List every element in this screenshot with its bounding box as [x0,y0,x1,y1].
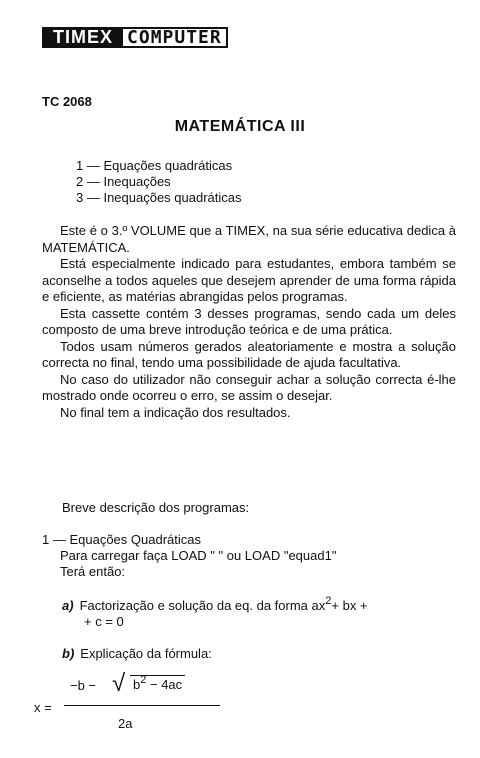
sqrt-icon: √ [112,670,126,697]
item-a-marker: a) [62,598,74,613]
section-equacoes-quadraticas [42,532,336,580]
program-list [76,158,242,206]
paragraph: Este é o 3.º VOLUME que a TIMEX, na sua série educativa dedica à MATEMÁTICA. [42,223,456,255]
program-list-item: 3 — Inequações quadráticas [76,190,242,205]
item-a-text-after: + bx + [331,598,368,613]
item-b-text: Explicação da fórmula: [80,646,212,661]
radicand-post: − 4ac [149,677,183,692]
then-label: Terá então: [60,564,126,579]
paragraph: No final tem a indicação dos resultados. [60,404,291,420]
item-b-marker: b) [62,646,75,661]
item-a-text: Factorização e solução da eq. da forma ax [79,598,326,613]
timex-computer-logo [42,27,287,48]
paragraph: Todos usam números gerados aleatoriamente e mostra a solução correcta no final, tendo uma possibilidade de ajuda facultativa. [42,338,456,370]
program-list-item: 2 — Inequações [76,174,171,189]
formula-lhs: x = [34,700,52,715]
item-b [62,646,212,661]
radicand-base: b [133,677,141,692]
radicand-exponent: 2 [140,674,147,686]
brief-heading: Breve descrição dos programas: [62,500,250,515]
logo-timex: TIMEX [42,27,121,48]
intro-text [42,223,456,421]
product-code: TC 2068 [42,94,92,109]
paragraph: No caso do utilizador não conseguir achar a solução correcta é-lhe mostrado onde ocorreu o erro, se assim o desejar. [42,371,456,403]
program-list-item: 1 — Equações quadráticas [76,158,233,173]
formula-denominator: 2a [118,716,133,731]
item-a-continuation: + c = 0 [84,614,124,629]
section-heading: 1 — Equações Quadráticas [42,532,201,547]
page-title: MATEMÁTICA III [174,118,306,135]
formula-radicand [130,675,185,692]
logo-computer: COMPUTER [121,27,228,48]
fraction-bar [64,705,220,706]
paragraph: Está especialmente indicado para estudantes, embora também se aconselhe a todos aqueles que desejem aprender de uma forma rápida e eficiente, as matérias abrangidas pelos programas. [42,256,456,304]
item-a-exponent: 2 [325,595,332,607]
quadratic-formula [34,672,234,742]
load-instruction: Para carregar faça LOAD " " ou LOAD "equad1" [60,548,337,563]
formula-numerator: −b − [70,678,97,693]
item-a [62,595,456,630]
paragraph: Esta cassette contém 3 desses programas, sendo cada um deles composto de uma breve introdução teórica e de uma prática. [42,305,456,337]
